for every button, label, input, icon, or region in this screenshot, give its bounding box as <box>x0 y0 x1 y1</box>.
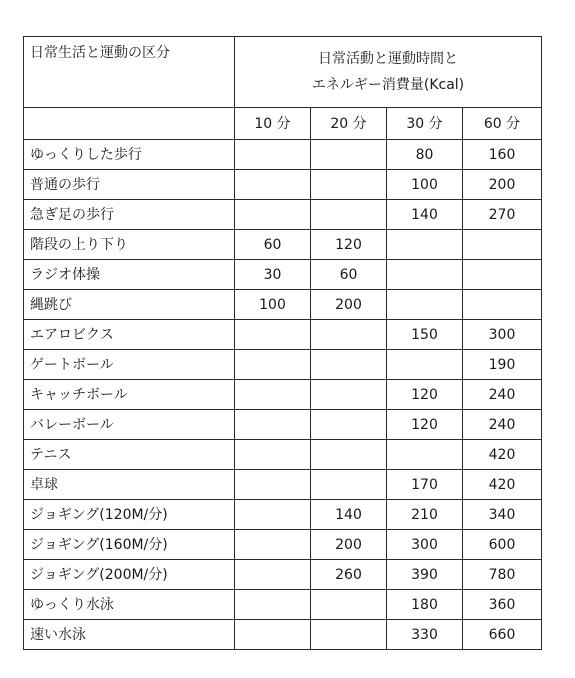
kcal-20min <box>311 620 387 650</box>
kcal-20min <box>311 140 387 170</box>
table-row <box>24 500 542 530</box>
table-row <box>24 260 542 290</box>
kcal-60min: 360 <box>463 590 542 620</box>
kcal-60min: 160 <box>463 140 542 170</box>
kcal-10min <box>235 500 311 530</box>
kcal-30min: 100 <box>387 170 463 200</box>
activity-name: 速い水泳 <box>24 620 235 650</box>
kcal-10min: 30 <box>235 260 311 290</box>
duration-header-row <box>24 108 542 140</box>
activity-name: ジョギング(200M/分) <box>24 560 235 590</box>
activity-name: キャッチボール <box>24 380 235 410</box>
activity-name: 卓球 <box>24 470 235 500</box>
kcal-30min: 210 <box>387 500 463 530</box>
table-row <box>24 440 542 470</box>
kcal-10min <box>235 320 311 350</box>
kcal-60min: 660 <box>463 620 542 650</box>
activity-name: ジョギング(160M/分) <box>24 530 235 560</box>
kcal-10min <box>235 380 311 410</box>
kcal-20min <box>311 470 387 500</box>
kcal-60min: 420 <box>463 440 542 470</box>
activity-name: 縄跳び <box>24 290 235 320</box>
activity-name: テニス <box>24 440 235 470</box>
table-row <box>24 590 542 620</box>
table-row <box>24 350 542 380</box>
kcal-60min: 780 <box>463 560 542 590</box>
kcal-60min: 300 <box>463 320 542 350</box>
activity-name: 階段の上り下り <box>24 230 235 260</box>
table-row <box>24 230 542 260</box>
table-header-row <box>24 37 542 108</box>
table-row <box>24 530 542 560</box>
activity-name: 急ぎ足の歩行 <box>24 200 235 230</box>
kcal-20min <box>311 590 387 620</box>
table-row <box>24 470 542 500</box>
kcal-60min: 270 <box>463 200 542 230</box>
duration-header-30: 30 分 <box>387 108 463 140</box>
activity-name: ラジオ体操 <box>24 260 235 290</box>
activity-name: 普通の歩行 <box>24 170 235 200</box>
kcal-30min: 390 <box>387 560 463 590</box>
kcal-20min <box>311 440 387 470</box>
kcal-20min: 60 <box>311 260 387 290</box>
table-row <box>24 140 542 170</box>
activity-category-header: 日常生活と運動の区分 <box>24 37 235 108</box>
kcal-10min <box>235 470 311 500</box>
kcal-60min: 340 <box>463 500 542 530</box>
kcal-20min: 200 <box>311 530 387 560</box>
table-row <box>24 170 542 200</box>
duration-header-10: 10 分 <box>235 108 311 140</box>
kcal-20min: 260 <box>311 560 387 590</box>
duration-header-20: 20 分 <box>311 108 387 140</box>
kcal-60min: 240 <box>463 410 542 440</box>
table-row <box>24 320 542 350</box>
activity-name: ゲートボール <box>24 350 235 380</box>
kcal-10min <box>235 350 311 380</box>
kcal-60min: 200 <box>463 170 542 200</box>
kcal-30min: 120 <box>387 380 463 410</box>
activity-name: ゆっくり水泳 <box>24 590 235 620</box>
kcal-30min: 80 <box>387 140 463 170</box>
table-row <box>24 200 542 230</box>
kcal-10min <box>235 530 311 560</box>
kcal-10min <box>235 140 311 170</box>
table-row <box>24 380 542 410</box>
kcal-60min: 190 <box>463 350 542 380</box>
table-row <box>24 410 542 440</box>
kcal-60min <box>463 290 542 320</box>
kcal-10min: 100 <box>235 290 311 320</box>
kcal-30min: 140 <box>387 200 463 230</box>
table-body <box>24 140 542 650</box>
duration-header-blank <box>24 108 235 140</box>
activity-name: ジョギング(120M/分) <box>24 500 235 530</box>
kcal-20min: 120 <box>311 230 387 260</box>
kcal-10min <box>235 410 311 440</box>
kcal-30min: 300 <box>387 530 463 560</box>
table-row <box>24 620 542 650</box>
kcal-20min <box>311 200 387 230</box>
activity-name: エアロビクス <box>24 320 235 350</box>
kcal-20min <box>311 410 387 440</box>
kcal-10min <box>235 200 311 230</box>
activity-name: ゆっくりした歩行 <box>24 140 235 170</box>
kcal-10min <box>235 590 311 620</box>
kcal-30min <box>387 350 463 380</box>
kcal-20min <box>311 320 387 350</box>
table-row <box>24 290 542 320</box>
kcal-30min: 150 <box>387 320 463 350</box>
kcal-10min <box>235 170 311 200</box>
activity-name: バレーボール <box>24 410 235 440</box>
kcal-60min <box>463 260 542 290</box>
kcal-20min <box>311 380 387 410</box>
kcal-20min: 140 <box>311 500 387 530</box>
kcal-20min <box>311 350 387 380</box>
kcal-10min <box>235 620 311 650</box>
kcal-30min: 180 <box>387 590 463 620</box>
kcal-30min <box>387 440 463 470</box>
kcal-20min <box>311 170 387 200</box>
kcal-10min: 60 <box>235 230 311 260</box>
table-row <box>24 560 542 590</box>
kcal-20min: 200 <box>311 290 387 320</box>
kcal-10min <box>235 560 311 590</box>
kcal-60min: 600 <box>463 530 542 560</box>
kcal-30min <box>387 230 463 260</box>
duration-header-60: 60 分 <box>463 108 542 140</box>
kcal-60min: 240 <box>463 380 542 410</box>
group-header-line1: 日常活動と運動時間と <box>318 51 459 67</box>
kcal-30min: 330 <box>387 620 463 650</box>
group-header-line2: エネルギー消費量(Kcal) <box>311 77 465 93</box>
kcal-60min: 420 <box>463 470 542 500</box>
kcal-30min <box>387 260 463 290</box>
kcal-30min: 170 <box>387 470 463 500</box>
kcal-10min <box>235 440 311 470</box>
energy-expenditure-table <box>23 36 542 650</box>
kcal-30min: 120 <box>387 410 463 440</box>
kcal-60min <box>463 230 542 260</box>
kcal-30min <box>387 290 463 320</box>
energy-group-header <box>235 37 542 108</box>
